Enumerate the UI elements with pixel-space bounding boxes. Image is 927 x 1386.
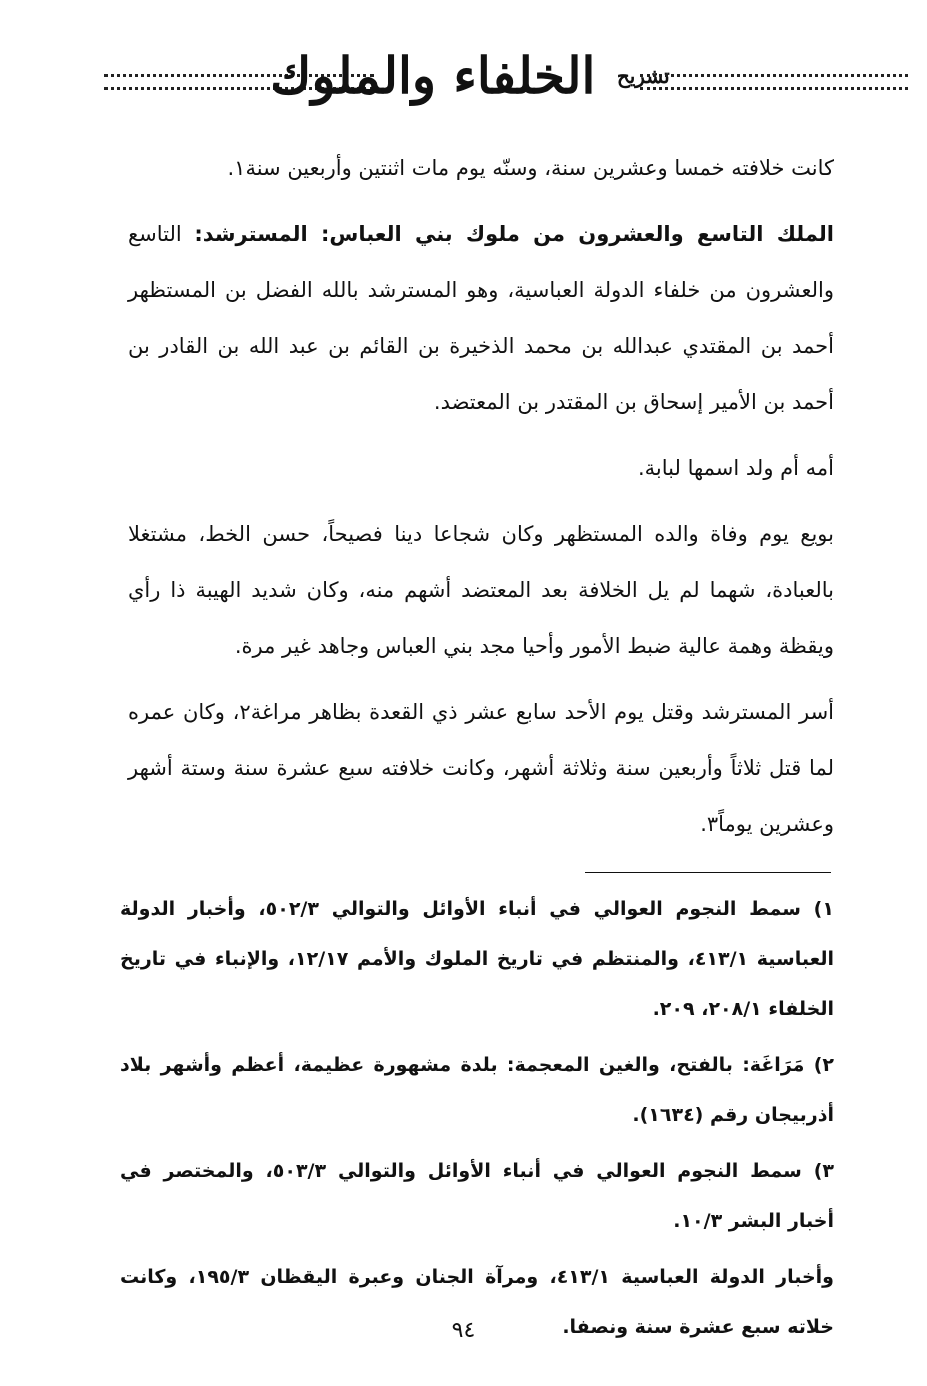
footnote-1: ١) سمط النجوم العوالي في أنباء الأوائل والتوالي ٥٠٢/٣، وأخبار الدولة العباسية ٤١٣/١، والمنتظم في تاريخ الملوك والأمم ١٢/١٧، والإنباء في تاريخ الخلفاء ٢٠٨/١، ٢٠٩. (120, 898, 835, 1020)
section-heading: الملك التاسع والعشرون من ملوك بني العباس: المسترشد: (194, 222, 834, 246)
header-ornament-right (640, 74, 908, 90)
paragraph-3: أمه أم ولد اسمها لبابة. (637, 456, 834, 480)
header-title-text: الخلفاء والملوك (270, 46, 596, 105)
header-prefix: تشريح (616, 64, 670, 88)
paragraph-4: بويع يوم وفاة والده المستظهر وكان شجاعا دينا فصيحاً، حسن الخط، مشتغلا بالعبادة، شهما لم يل الخلافة بعد المعتضد أشهم منه، وكان شديد الهيبة ذا رأي ويقظة وهمة عالية ضبط الأمور وأحيا مجد بني العباس وجاهد غير مرة. (128, 522, 834, 658)
footnote-3: ٣) سمط النجوم العوالي في أنباء الأوائل والتوالي ٥٠٣/٣، والمختصر في أخبار البشر ١٠/٣. (120, 1160, 834, 1232)
page-number: ٩٤ (451, 1318, 476, 1343)
page-header (70, 40, 870, 120)
paragraph-2-text: التاسع والعشرون من خلفاء الدولة العباسية، وهو المسترشد بالله الفضل بن المستظهر أحمد بن المقتدي عبدالله بن محمد الذخيرة بن القائم بن عبد الله بن القادر بن أحمد بن الأمير إسحاق بن المقتدر بن المعتضد. (128, 222, 834, 414)
footnotes (120, 884, 834, 1358)
footnote-2: ٢) مَرَاغَة: بالفتح، والغين المعجمة: بلدة مشهورة عظيمة، أعظم وأشهر بلاد أذربيجان رقم (١٦٣٤). (120, 1054, 834, 1126)
footnote-divider (585, 872, 831, 873)
main-text (128, 140, 834, 862)
paragraph-1: كانت خلافته خمسا وعشرين سنة، وسنّه يوم مات اثنتين وأربعين سنة١. (227, 156, 834, 180)
paragraph-2 (128, 206, 834, 430)
footnote-4: وأخبار الدولة العباسية ٤١٣/١، ومرآة الجنان وعبرة اليقظان ١٩٥/٣، وكانت خلاته سبع عشرة سنة ونصفا. (120, 1266, 834, 1338)
paragraph-5: أسر المسترشد وقتل يوم الأحد سابع عشر ذي القعدة بظاهر مراغة٢، وكان عمره لما قتل ثلاثاً وأربعين سنة وثلاثة أشهر، وكانت خلافته سبع عشرة سنة وستة أشهر وعشرين يوماً٣. (128, 700, 834, 836)
